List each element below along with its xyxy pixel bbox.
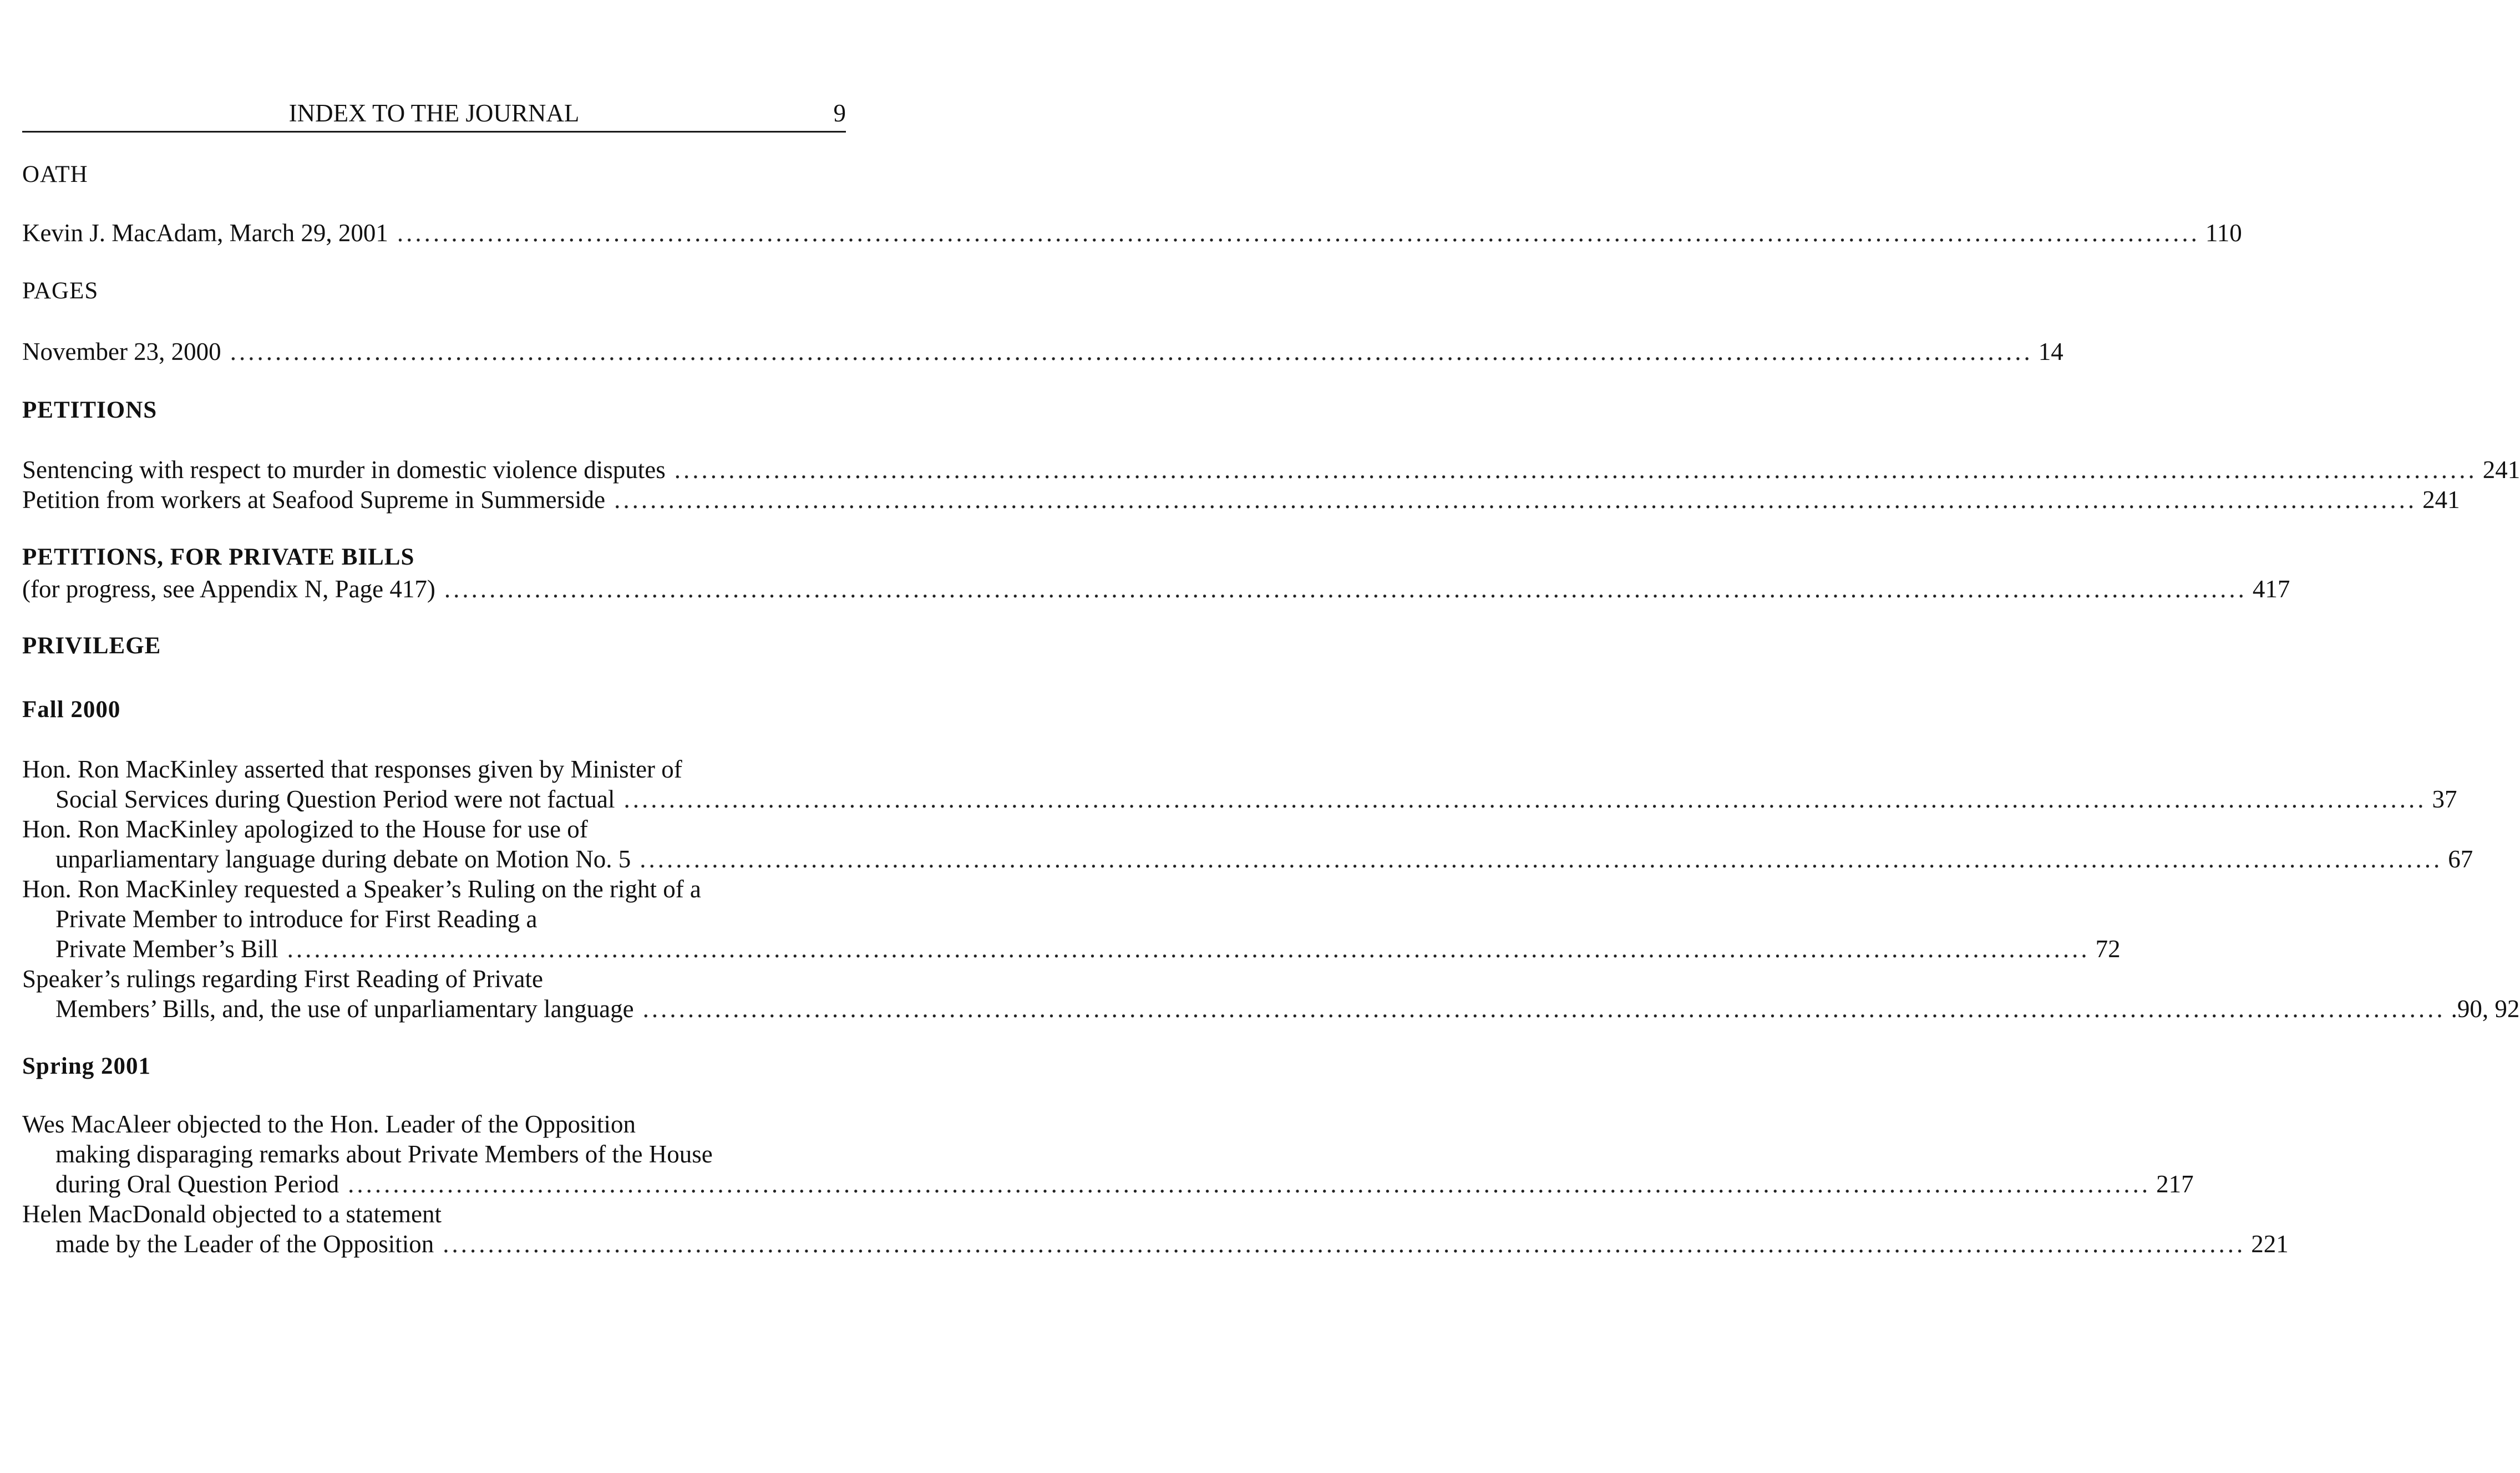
section-heading-pages: PAGES [22, 278, 99, 304]
entry-text-line: Speaker’s rulings regarding First Reading of Private [22, 965, 543, 993]
entry-text: Petition from workers at Seafood Supreme in Summerside [22, 486, 606, 514]
entry-text-line: Hon. Ron MacKinley requested a Speaker’s Ruling on the right of a [22, 875, 701, 903]
entry-text: unparliamentary language during debate on Motion No. 5 [55, 845, 631, 873]
index-entry [22, 337, 2063, 367]
entry-text-line: Wes MacAleer objected to the Hon. Leader of the Opposition [22, 1110, 636, 1138]
entry-text-line: Hon. Ron MacKinley apologized to the House for use of [22, 815, 588, 843]
index-entry [55, 784, 2457, 814]
entry-text-line: Private Member to introduce for First Reading a [55, 905, 538, 933]
entry-text-line: making disparaging remarks about Private Members of the House [55, 1140, 713, 1168]
dot-leader: ........................................................................................................................................................................................................ [674, 456, 2477, 484]
dot-leader: ........................................................................................................................................................................................................ [230, 338, 2033, 365]
page-number: 9 [833, 99, 846, 127]
entry-page: 37 [2432, 785, 2457, 813]
entry-page: .90, 92 [2451, 995, 2520, 1023]
entry-page: 67 [2448, 845, 2473, 873]
entry-text: made by the Leader of the Opposition [55, 1230, 434, 1258]
header-title: INDEX TO THE JOURNAL [288, 99, 580, 127]
index-entry [55, 934, 2121, 964]
entry-text: Members’ Bills, and, the use of unparliamentary language [55, 995, 634, 1023]
index-entry [55, 994, 2520, 1024]
index-entry [22, 485, 2460, 515]
index-entry [22, 455, 2520, 485]
dot-leader: ........................................................................................................................................................................................................ [287, 935, 2090, 963]
subheading-spring-2001: Spring 2001 [22, 1053, 151, 1079]
dot-leader: ........................................................................................................................................................................................................ [443, 1230, 2246, 1258]
section-heading-privilege: PRIVILEGE [22, 633, 161, 659]
index-entry [55, 1229, 2289, 1259]
index-entry [55, 1169, 2194, 1199]
subheading-fall-2000: Fall 2000 [22, 697, 121, 723]
entry-page: 217 [2156, 1170, 2194, 1198]
entry-text: Sentencing with respect to murder in domestic violence disputes [22, 456, 666, 484]
dot-leader: ........................................................................................................................................................................................................ [397, 219, 2200, 247]
index-entry [22, 218, 2242, 248]
entry-text-line: Hon. Ron MacKinley asserted that responses given by Minister of [22, 755, 682, 783]
entry-page: 417 [2252, 575, 2290, 603]
entry-page: 241 [2482, 456, 2520, 484]
entry-text: Social Services during Question Period were not factual [55, 785, 615, 813]
section-heading-oath: OATH [22, 161, 88, 187]
entry-page: 72 [2095, 935, 2121, 963]
section-heading-petitions: PETITIONS [22, 397, 158, 423]
entry-text: November 23, 2000 [22, 338, 221, 365]
entry-text: during Oral Question Period [55, 1170, 339, 1198]
entry-page: 110 [2205, 219, 2242, 247]
dot-leader: ........................................................................................................................................................................................................ [444, 575, 2247, 603]
dot-leader: ........................................................................................................................................................................................................ [623, 785, 2427, 813]
index-entry [22, 574, 2290, 604]
entry-text: Kevin J. MacAdam, March 29, 2001 [22, 219, 388, 247]
dot-leader: ........................................................................................................................................................................................................ [348, 1170, 2151, 1198]
section-heading-petitions-private-bills: PETITIONS, FOR PRIVATE BILLS [22, 544, 415, 570]
page-header [22, 99, 846, 133]
entry-text: Private Member’s Bill [55, 935, 278, 963]
dot-leader: ........................................................................................................................................................................................................ [640, 845, 2443, 873]
dot-leader: ........................................................................................................................................................................................................ [614, 486, 2417, 514]
dot-leader: ........................................................................................................................................................................................................ [642, 995, 2446, 1023]
index-entry [55, 844, 2473, 874]
entry-text-line: Helen MacDonald objected to a statement [22, 1200, 442, 1228]
entry-page: 14 [2038, 338, 2063, 365]
entry-page: 241 [2422, 486, 2460, 514]
entry-text: (for progress, see Appendix N, Page 417) [22, 575, 435, 603]
entry-page: 221 [2251, 1230, 2289, 1258]
